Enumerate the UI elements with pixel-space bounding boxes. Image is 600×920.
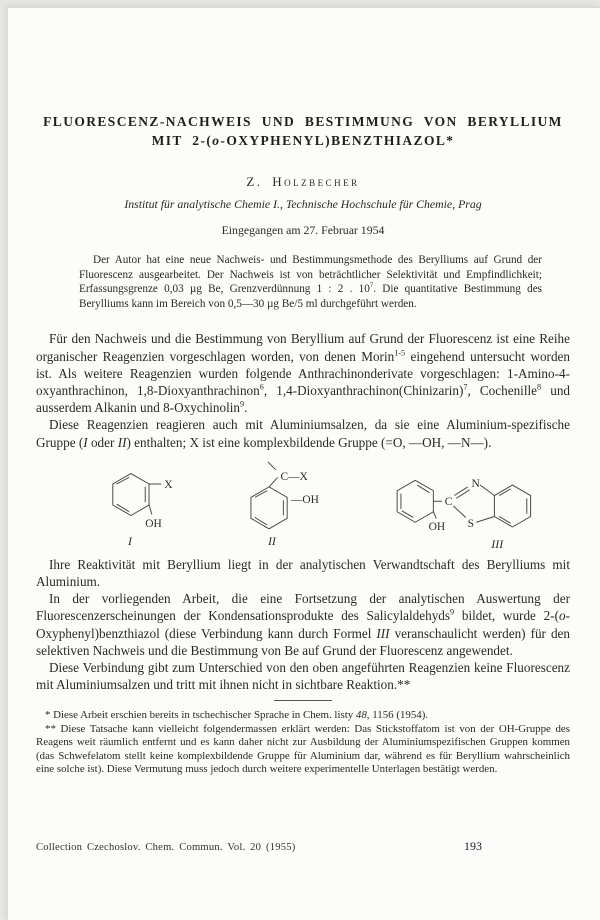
title-line-1: FLUORESCENZ-NACHWEIS UND BESTIMMUNG VON BERYLLIUM	[43, 114, 563, 129]
article-body	[36, 330, 570, 450]
author-name: Z. Holzbecher	[246, 174, 360, 189]
chemical-structure-III	[379, 459, 570, 554]
sulfur-label: S	[467, 517, 475, 530]
article-body-continued	[36, 556, 570, 694]
paper-page	[7, 7, 600, 920]
abstract: Der Autor hat eine neue Nachweis- und Bestimmungsmethode des Berylliums auf Grund der Fluorescenz ausgearbeitet. Der Nachweis ist von beträchtlicher Selektivität und Empfindlichkeit; Erfassungsgrenze 0,03 µg Be, Grenzverdünnung 1 : 2 . $10^7$. Die quantitative Bestimmung des Berylliums kann im Bereich von 0,5—30 µg Be/5 ml durchgeführt werden.	[79, 254, 543, 310]
paragraph-3: Ihre Reaktivität mit Beryllium liegt in der analytischen Verwandtschaft des Berylliums mit Aluminium.	[36, 556, 570, 589]
chemical-structure-I	[88, 459, 193, 551]
paragraph-1: Für den Nachweis und die Bestimmung von Beryllium auf Grund der Fluorescenz ist eine Reihe organischer Reagenzien vorgeschlagen worden, von denen Morin$^{1-5}$ eingehend untersucht worden ist. Als weitere Reagenzien wurden folgende Anthrachinonderivate vorgeschlagen: 1-Amino-4-oxyanthrachinon, 1,8-Dioxyanthrachinon$^6$, 1,4-Dioxyanthrachinon(Chinizarin)$^7$, Cochenille$^8$ und ausserdem Alkanin und 8-Oxychinolin$^9$.	[36, 331, 571, 416]
structure-caption-III: III	[491, 536, 504, 551]
hydroxyl-label: OH	[145, 517, 162, 530]
paragraph-4: In der vorliegenden Arbeit, die eine Fortsetzung der analytischen Auswertung der Fluorescenzerscheinungen der Kondensationsprodukte des Salicylaldehyds$^9$ bildet, wurde 2-(o-Oxyphenyl)benzthiazol (diese Verbindung kann durch Formel III veranschaulicht werden) für den selektiven Nachweis und die Bestimmung von Be auf Grund der Fluorescenz angewendet.	[36, 591, 571, 658]
hydroxyl-label: —OH	[290, 493, 319, 506]
footnote-2: ** Diese Tatsache kann vielleicht folgendermassen erklärt werden: Das Stickstoffatom ist von der OH-Gruppe des Reagens weit räumlich entfernt und es kann daher nicht zur Ausbildung der Aluminiumspezifischen Gruppen kommen (das Schwefelatom stellt keine komplexbildende Gruppe für Aluminium dar, während es für Beryllium wahrscheinlich eine solche ist). Diese Vermutung muss jedoch durch weitere experimentelle Unterlagen bestätigt werden.	[36, 722, 570, 776]
nitrogen-label: N	[471, 477, 481, 490]
carbon-x-label: C—X	[280, 471, 308, 484]
paragraph-5: Diese Verbindung gibt zum Unterschied von den oben angeführten Reagenzien keine Fluorescenz mit Aluminiumsalzen und tritt mit ihnen nicht in sichtbare Reaktion.**	[36, 660, 570, 693]
page-number: 193	[464, 839, 482, 853]
page-footer	[36, 839, 570, 854]
chemical-structures	[36, 459, 570, 554]
received-date: Eingegangen am 27. Februar 1954	[221, 223, 385, 237]
footnote-1: * Diese Arbeit erschien bereits in tschechischer Sprache in Chem. listy 48, 1156 (1954).	[45, 709, 429, 722]
chemical-structure-II	[229, 459, 343, 551]
benzene-ring	[113, 473, 149, 515]
carbon-label: C	[445, 495, 453, 508]
affiliation: Institut für analytische Chemie I., Technische Hochschule für Chemie, Prag	[124, 197, 482, 211]
benzene-ring	[251, 487, 287, 529]
hydroxyl-label: OH	[428, 520, 446, 533]
paragraph-2: Diese Reagenzien reagieren auch mit Aluminiumsalzen, da sie eine Aluminium-spezifische Gruppe (I oder II) enthalten; X ist eine komplexbildende Gruppe (=O, —OH, —N—).	[36, 417, 570, 450]
journal-citation: Collection Czechoslov. Chem. Commun. Vol. 20 (1955)	[36, 842, 296, 853]
page-content	[8, 8, 600, 920]
title-line-2: MIT 2-(o-OXYPHENYL)BENZTHIAZOL*	[151, 133, 455, 148]
footnote-separator	[274, 700, 332, 701]
structure-caption-I: I	[127, 533, 132, 548]
benzene-ring	[495, 485, 531, 527]
footnotes	[36, 709, 570, 776]
substituent-x-label: X	[164, 478, 173, 491]
article-title	[36, 8, 570, 150]
phenol-ring	[397, 480, 433, 522]
structure-caption-II: II	[267, 533, 276, 548]
